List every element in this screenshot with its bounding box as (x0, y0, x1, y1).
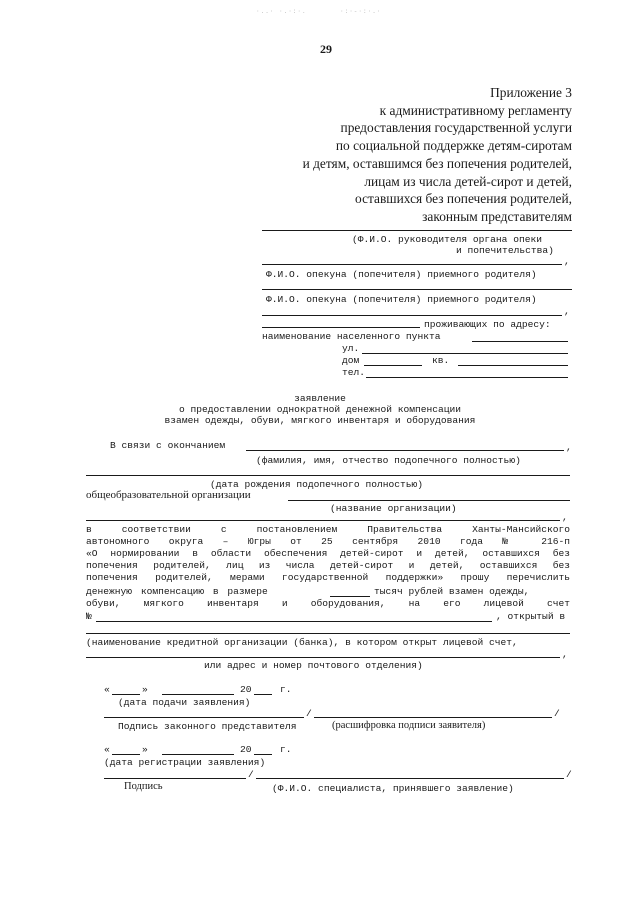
settlement-line (472, 341, 568, 342)
bank-line (86, 633, 570, 634)
dob-label: (дата рождения подопечного полностью) (210, 479, 424, 490)
para-line: в соответствии с постановлением Правительства Ханты-Мансийского (86, 524, 570, 535)
quote-close: » (142, 684, 148, 695)
signature-label-2: Подпись (124, 781, 163, 792)
comma: , (562, 512, 568, 523)
slash: / (554, 708, 560, 719)
year-line-2 (254, 754, 272, 755)
para-line: попечения родителей, лиц из числа детей-сирот и детей, оставшихся без (86, 560, 570, 571)
year-suffix: г. (280, 744, 292, 755)
compensation-text: денежную компенсацию в размере (86, 586, 268, 597)
appendix-line: оставшихся без попечения родителей, (355, 191, 572, 207)
account-no-label: № (86, 611, 92, 622)
appendix-block (303, 84, 572, 226)
student-name-line (246, 450, 564, 451)
house-label: дом (342, 355, 360, 366)
head-name-label: (Ф.И.О. руководителя органа опеки (352, 234, 542, 245)
street-label: ул. (342, 343, 360, 354)
appendix-line: по социальной поддержке детям-сиротам (335, 138, 572, 154)
day-line (112, 694, 140, 695)
para-line: «О нормировании в области обеспечения детей-сирот и детей, оставшихся без (86, 548, 570, 559)
bank-label: (наименование кредитной организации (банка), в котором открыт лицевой счет, (86, 637, 518, 648)
appendix-line: Приложение 3 (490, 85, 572, 100)
appendix-line: к административному регламенту (379, 102, 572, 118)
submission-date-label: (дата подачи заявления) (118, 697, 251, 708)
signature-line-2 (104, 778, 246, 779)
decode-label: (расшифровка подписи заявителя) (332, 720, 486, 731)
settlement-label: наименование населенного пункта (262, 331, 441, 342)
comma: , (564, 256, 570, 267)
day-line-2 (112, 754, 140, 755)
month-line (162, 694, 234, 695)
head-name-label-2: и попечительства) (456, 245, 554, 256)
org-line-2 (86, 520, 560, 521)
registration-date-label: (дата регистрации заявления) (104, 757, 266, 768)
school-text: общеобразовательной организации (86, 489, 251, 501)
scan-smudge-left: ·..· ·.·:·. (256, 8, 307, 15)
guardian-2-label: Ф.И.О. опекуна (попечителя) приемного родителя) (266, 294, 537, 305)
comma: , (566, 442, 572, 453)
org-label: (название организации) (330, 503, 457, 514)
residing-text: проживающих по адресу: (424, 319, 551, 330)
quote-close: » (142, 744, 148, 755)
street-line (362, 353, 568, 354)
year-line (254, 694, 272, 695)
slash: / (248, 769, 254, 780)
opened-in-text: , открытый в (496, 611, 566, 622)
appendix-line: и детям, оставшимся без попечения родителей, (302, 155, 572, 171)
account-line (96, 621, 492, 622)
address-line-1 (262, 315, 562, 316)
compensation-text-2: тысяч рублей взамен одежды, (374, 586, 530, 597)
in-connection-text: В связи с окончанием (110, 440, 226, 451)
slash: / (306, 708, 312, 719)
para-line: попечения родителей, мерами государственной поддержки» прошу перечислить (86, 572, 570, 583)
post-line (86, 657, 560, 658)
title-line-2: взамен одежды, обуви, мягкого инвентаря и оборудования (164, 415, 476, 426)
signature-line (104, 717, 304, 718)
house-line (364, 365, 422, 366)
scan-smudge-right: ·:·-·:·.· (340, 8, 382, 15)
appendix-line: предоставления государственной услуги (340, 120, 572, 136)
head-name-line (262, 230, 572, 231)
post-label: или адрес и номер почтового отделения) (204, 660, 423, 671)
specialist-line (256, 778, 564, 779)
month-line-2 (162, 754, 234, 755)
address-line-2 (262, 327, 420, 328)
signature-label: Подпись законного представителя (118, 721, 297, 732)
amount-line (330, 596, 370, 597)
dob-line (86, 475, 570, 476)
guardian-2-line (262, 289, 572, 290)
year-suffix: г. (280, 684, 292, 695)
slash: / (566, 769, 572, 780)
title-line-1: о предоставлении однократной денежной компенсации (178, 404, 462, 415)
para-line: автономного округа – Югры от 25 сентября 2010 года № 216-п (86, 536, 570, 547)
quote-open: « (104, 684, 110, 695)
school-line (288, 500, 570, 501)
phone-line (366, 377, 568, 378)
page-number: 29 (320, 42, 332, 56)
year-prefix: 20 (240, 684, 252, 695)
comma: , (562, 649, 568, 660)
apt-line (458, 365, 568, 366)
year-prefix: 20 (240, 744, 252, 755)
guardian-1-label: Ф.И.О. опекуна (попечителя) приемного родителя) (266, 269, 537, 280)
items-line: обуви, мягкого инвентаря и оборудования, на его лицевой счет (86, 598, 570, 609)
appendix-line: законным представителям (422, 208, 572, 224)
specialist-label: (Ф.И.О. специалиста, принявшего заявление) (272, 783, 514, 794)
comma: , (564, 306, 570, 317)
appendix-line: лицам из числа детей-сирот и детей, (364, 173, 572, 189)
document-title: заявление (294, 393, 346, 404)
student-name-label: (фамилия, имя, отчество подопечного полностью) (256, 455, 521, 466)
phone-label: тел. (342, 367, 366, 378)
quote-open: « (104, 744, 110, 755)
guardian-1-line (262, 264, 562, 265)
apt-label: кв. (432, 355, 450, 366)
decode-line (314, 717, 552, 718)
